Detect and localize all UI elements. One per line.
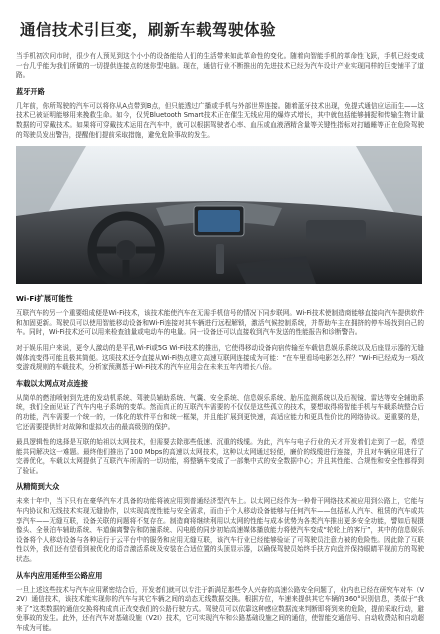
- section-paragraph: 几年前，你所驾驶的汽车可以将你从A点带到B点，但只能透过广播或手机与外部世界连接。随着蓝牙技术出现，免提式通信应运而生——这技术已被证明能够用来挽救生命。如今，仅凭Bluetooth Smart技术正在催生无线应用的爆炸式增长，其中就包括能够捕捉和传输生物计量数据的可穿戴技术。如果将可穿戴技术运用在汽车中，就可以根据驾驶者心率、血压或血液酒精含量等关键性指标对打瞌睡等正在危险驾驶的驾驶员发出警告，提醒他们提前采取措施，避免危险事故的发生。: [16, 101, 424, 139]
- section-heading: Wi-Fi扩展可能性: [16, 294, 73, 304]
- section-paragraph: 最具逻辑性的选择是互联的始祖以太网技术，但需要去除那些低速、沉重的线缆。为此，汽车与电子行业的天才开发着们走到了一起，希望能共同解决这一难题。最终他们推出了100 Mbps的高速以太网技术，这种以太网通过轻便，廉价的线缆进行连接，并且对车辆应用进行了完善优化，车载以太网提供了互联汽车所需的一切功能，将整辆车变成了一部集中式的安全数据中心；并且其性能、合规性和安全性都得到了验证。: [16, 438, 424, 475]
- section-heading: 蓝牙开路: [16, 86, 45, 96]
- article-title: 通信技术引巨变，刷新车载驾驶体验: [20, 21, 277, 39]
- section-paragraph: 从简单的燃油喷射到先进的发动机系统、驾驶员辅助系统、气囊、安全系统、信息娱乐系统、胎压监测系统以及后视镜、雷达等安全辅助系统，我们全面见证了汽车内电子系统的变革。然而真正的互联汽车需要的不仅仅是这些孤立的技术，要想取得将智能手机与车载系统整合后的功能，汽车需要一个统一的，一体化的软件平台和统一框架，并且能扩展到更快速，高适应能力和更具性价比的网络协议。更重要的是，它还需要提供针对故障和虚拟攻击的最高级别的保护。: [16, 393, 424, 431]
- section-paragraph: 互联汽车的另一个重要组成便是Wi-Fi技术，该技术能使汽车在无需手机信号的情况下同步联网。Wi-Fi技术使制造商能够直接向汽车提供软件和加固更新。驾驶员可以使用智能移动设备和Wi-Fi连接对其车辆进行远程解锁，激活气候控制系统，并帮助车主在拥挤的停车场找到自己的车。同时，Wi-Fi技术还可以用来检查油量或电动车的电量。同一设备还可以直接收到汽车发送的性能报告和诊断警告。: [16, 309, 424, 337]
- section-paragraph: 对于娱乐用户来说，更令人激动的是平孔Wi-Fi或5G Wi-Fi技术的推出，它使得移动设备向宿传输至车载信息娱乐系统以及后座显示器的无缝媒体流变得可能且极其简便。这项技术还令直接从Wi-Fi热点建立高速互联网连接成为可能：“在车里看场电影怎么样？”Wi-Fi已经成为一项改变游戏规则的车载技术，分析家预测基于Wi-Fi技术的汽车应用会在未来五年内增长八倍。: [16, 343, 424, 372]
- section-paragraph: 一旦上述这些技术与汽车应用紧密结合后，开发者们就可以专注于新满足那些令人兴奋的高速公路安全问题了，业内也已经在研究车对车（V2V）通信技术，该技术能实现你的汽车与其它车辆之间的动态无线数据交换。根据方位，车速来提供其它车辆的360°识别信息，类似于“我来了”这类数据的通信交换将构成真正改变我们的公路行驶方式。驾驶员可以依靠这种感应数据流来判断即将到来的危险，提前采取行动，避免事故的发生。此外，还有汽车对基础设施（V2I）技术，它可实现汽车和公路基础设施之间的通信，使智能交通信号、自动收费站和自动超车成为可能。: [16, 585, 424, 632]
- car-interior-image: [16, 146, 422, 284]
- car-interior-illustration: [16, 146, 422, 284]
- section-heading: 从精简到大众: [16, 482, 60, 492]
- section-heading: 从车内应用延伸至公路应用: [16, 570, 103, 580]
- section-heading: 车载以太网点对点连接: [16, 378, 88, 388]
- intro-paragraph: 当手机初次问市时，很少有人预见到这个小小的设备能给人们的生活带来如此革命性的变化。随着向智能手机的革命性飞跃，手机已经变成一台几乎能为我们所做的一切提供连接点的迷你型电脑。现在，通信行业不断推出的先进技术已经为汽车设计产业实现同样的巨变铺平了道路。: [16, 52, 424, 80]
- section-paragraph: 未来十年中，当下只有在豪华汽车才具备的功能将被应用到普通经济型汽车上。以太网已经作为一种骨干网络技术被应用到公路上，它能与车内协议和无线技术实现无缝协作，以实现高度性能与安全需求，而由于个人移动设备能够与任何汽车——包括私人汽车、租赁的汽车或共享汽车——无缝互联，设备关联的问题将不复存在。制造商将继续利用以太网的性能与成本优势为各类汽车推出更多安全功能，譬如后视摄像头、全景泊车辅助系统、车道偏离警告和防撞系统、闪电般的同步初始高速媒体播放能力将使汽车变成“轮轮上的客厅”，其中的信息娱乐设备将个人移动设备与各种运行于云平台中的服务和应用无缝互联，该汽车行业已经能够验证了可驾驶员注意力被的危险性。因此除了互联性以外，我们还有望看到被优化的语音激活系统及安装在合适位置的头顶显示器，以确保驾驶员始终手扶方向盘并保持眼睛平视前方的驾驶状态。: [16, 497, 424, 564]
